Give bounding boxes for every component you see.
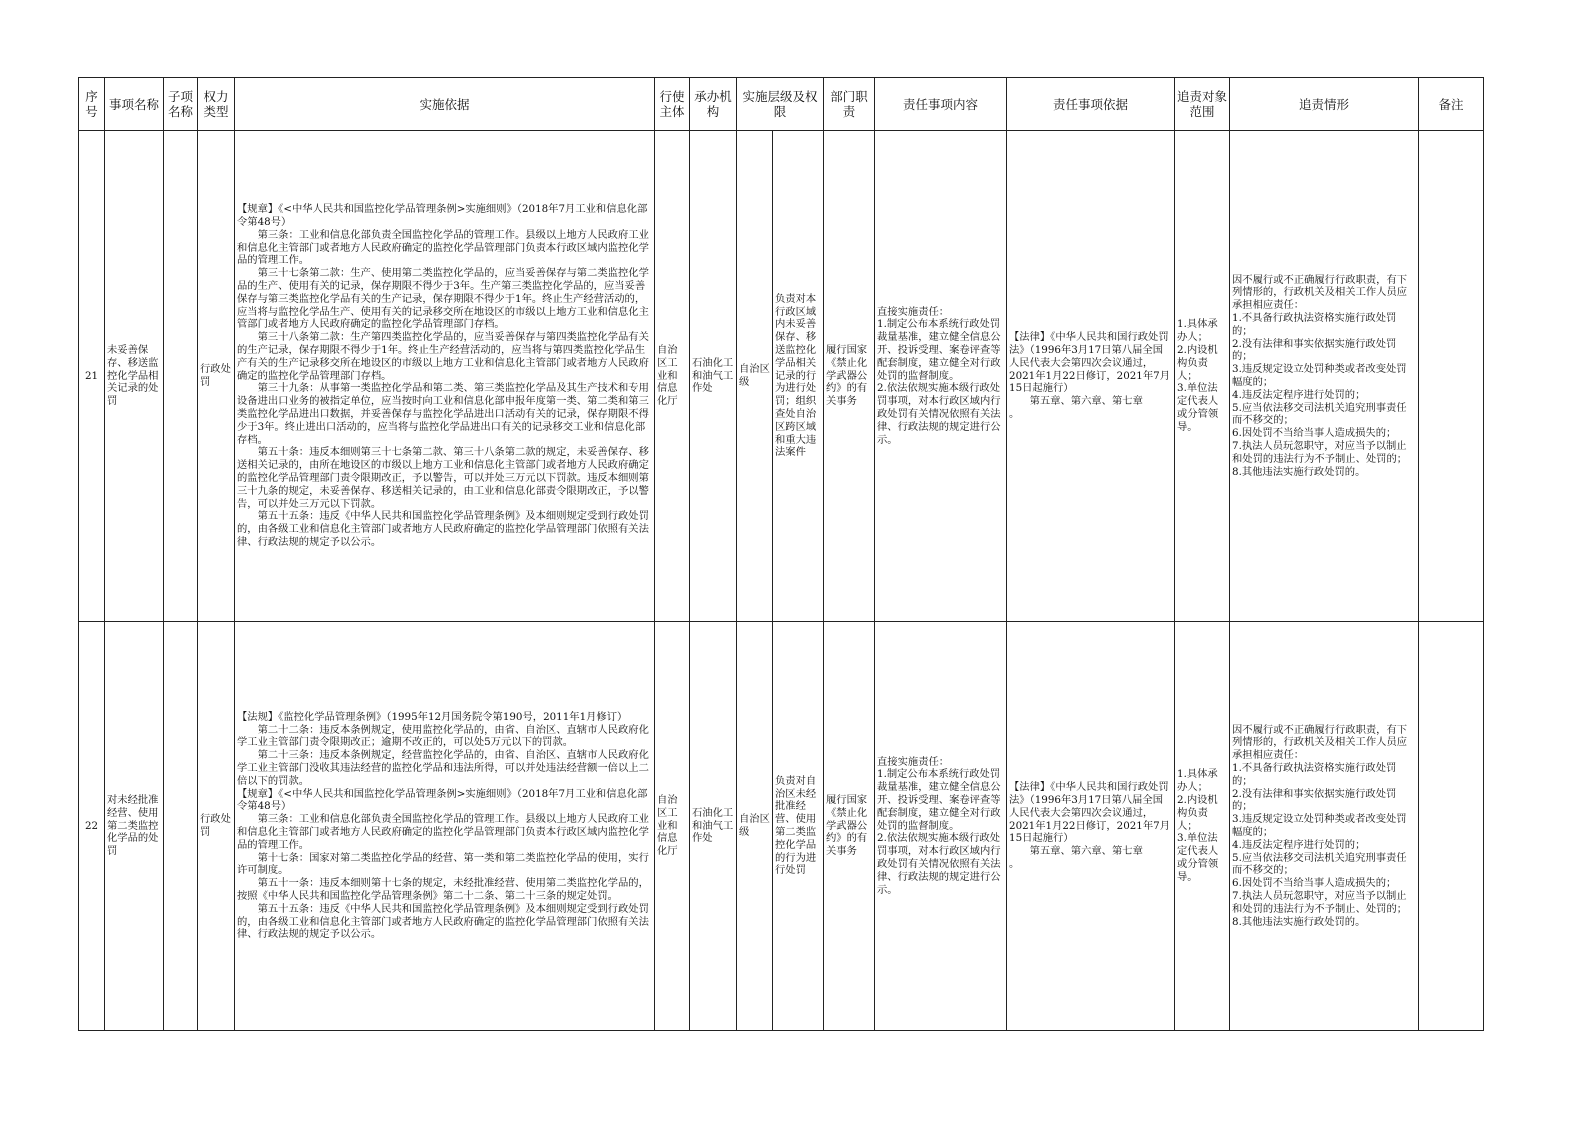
- cell-basis: [235, 131, 655, 622]
- header-resp-basis: 责任事项依据: [1007, 78, 1175, 131]
- header-subject: 行使主体: [655, 78, 690, 131]
- cell-level: 自治区级: [737, 622, 773, 1031]
- cell-basis: [235, 622, 655, 1031]
- cell-subject: 自治区工业和信息化厅: [655, 622, 690, 1031]
- table-header-row: [79, 78, 1484, 131]
- header-item-name: 事项名称: [105, 78, 164, 131]
- cell-item-name: 对未经批准经营、使用第二类监控化学品的处罚: [105, 622, 164, 1031]
- cell-seq: 22: [79, 622, 105, 1031]
- header-duty: 部门职责: [824, 78, 875, 131]
- header-seq: 序号: [79, 78, 105, 131]
- basis-paragraph: 第三十八条第二款：生产第四类监控化学品的，应当妥善保存与第四类监控化学品有关的生产记录，保存期限不得少于1年。终止生产经营活动的，应当将与第四类监控化学品生产有关的生产记录移交所在地设区的市级以上地方工业和信息化主管部门或者地方人民政府确定的监控化学品管理部门存档。: [237, 331, 649, 382]
- header-accountable: 追责对象范围: [1175, 78, 1230, 131]
- cell-authority: 负责对本行政区域内未妥善保存、移送监控化学品相关记录的行为进行处罚；组织查处自治区跨区域和重大违法案件: [773, 131, 824, 622]
- basis-paragraph: 第二十二条：违反本条例规定，使用监控化学品的，由省、自治区、直辖市人民政府化学工业主管部门责令限期改正；逾期不改正的，可以处5万元以下的罚款。: [237, 723, 649, 749]
- cell-duty: 履行国家《禁止化学武器公约》的有关事务: [824, 622, 875, 1031]
- cell-power-type: 行政处罚: [198, 131, 235, 622]
- cell-accountable: 1.具体承办人； 2.内设机构负责人； 3.单位法定代表人或分管领导。: [1175, 622, 1230, 1031]
- basis-paragraph: 【法规】《监控化学品管理条例》（1995年12月国务院令第190号，2011年1月修订）: [237, 710, 628, 723]
- header-basis: 实施依据: [235, 78, 655, 131]
- basis-paragraph: 第二十三条：违反本条例规定，经营监控化学品的，由省、自治区、直辖市人民政府化学工业主管部门没收其违法经营的监控化学品和违法所得，可以并处违法经营额一倍以上二倍以下的罚款。: [237, 749, 649, 787]
- header-sub-name: 子项名称: [164, 78, 198, 131]
- cell-circumstances: 因不履行或不正确履行行政职责，有下列情形的，行政机关及相关工作人员应承担相应责任： 1.不具备行政执法资格实施行政处罚的； 2.没有法律和事实依据实施行政处罚的； 3.违反规定设立处罚种类或者改变处罚幅度的； 4.违反法定程序进行处罚的； 5.应当依法移交司法机关追究刑事责任而不移交的； 6.因处罚不当给当事人造成损失的； 7.执法人员玩忽职守，对应当予以制止和处罚的违法行为不予制止、处罚的； 8.其他违法实施行政处罚的。: [1230, 622, 1419, 1031]
- basis-paragraph: 第三条：工业和信息化部负责全国监控化学品的管理工作。县级以上地方人民政府工业和信息化主管部门或者地方人民政府确定的监控化学品管理部门负责本行政区域内监控化学品的管理工作。: [237, 813, 649, 851]
- resp-basis-law: 【法律】《中华人民共和国行政处罚法》（1996年3月17日第八届全国人民代表大会第四次会议通过，2021年1月22日修订，2021年7月15日起施行）: [1009, 781, 1171, 845]
- cell-resp-content: 直接实施责任： 1.制定公布本系统行政处罚裁量基准，建立健全信息公开、投诉受理、案卷评查等配套制度，建立健全对行政处罚的监督制度。 2.依法依规实施本级行政处罚事项，对本行政区域内行政处罚有关情况依照有关法律、行政法规的规定进行公示。: [875, 622, 1007, 1031]
- cell-item-name: 未妥善保存、移送监控化学品相关记录的处罚: [105, 131, 164, 622]
- cell-resp-content: 直接实施责任： 1.制定公布本系统行政处罚裁量基准，建立健全信息公开、投诉受理、案卷评查等配套制度，建立健全对行政处罚的监督制度。 2.依法依规实施本级行政处罚事项，对本行政区域内行政处罚有关情况依照有关法律、行政法规的规定进行公示。: [875, 131, 1007, 622]
- basis-paragraph: 第五十五条：违反《中华人民共和国监控化学品管理条例》及本细则规定受到行政处罚的，由各级工业和信息化主管部门或者地方人民政府确定的监控化学品管理部门依照有关法律、行政法规的规定予以公示。: [237, 902, 649, 941]
- cell-power-type: 行政处罚: [198, 622, 235, 1031]
- header-circumstances: 追责情形: [1230, 78, 1419, 131]
- basis-paragraph: 第三十九条：从事第一类监控化学品和第二类、第三类监控化学品及其生产技术和专用设备进出口业务的被指定单位，应当按时向工业和信息化部申报年度第一类、第二类和第三类监控化学品进出口数据，并妥善保存与监控化学品进出口活动有关的记录，保存期限不得少于3年。终止进出口活动的，应当将与监控化学品进出口有关的记录移交工业和信息化部存档。: [237, 382, 649, 446]
- cell-resp-basis: [1007, 622, 1175, 1031]
- cell-remark: [1419, 131, 1484, 622]
- cell-remark: [1419, 622, 1484, 1031]
- power-list-table: [78, 77, 1484, 1031]
- basis-paragraph: 第五十一条：违反本细则第十七条的规定，未经批准经营、使用第二类监控化学品的，按照《中华人民共和国监控化学品管理条例》第二十二条、第二十三条的规定处罚。: [237, 877, 649, 902]
- header-level-authority: 实施层级及权限: [737, 78, 824, 131]
- basis-paragraph: 【规章】《<中华人民共和国监控化学品管理条例>实施细则》（2018年7月工业和信息化部令第48号）: [237, 787, 648, 813]
- table-row: [79, 622, 1484, 1031]
- resp-basis-chapters: 第五章、第六章、第七章: [1029, 845, 1143, 858]
- resp-basis-tail: 。: [1009, 407, 1020, 420]
- basis-paragraph: 第三条：工业和信息化部负责全国监控化学品的管理工作。县级以上地方人民政府工业和信息化主管部门或者地方人民政府确定的监控化学品管理部门负责本行政区域内监控化学品的管理工作。: [237, 228, 649, 267]
- header-resp-content: 责任事项内容: [875, 78, 1007, 131]
- cell-resp-basis: [1007, 131, 1175, 622]
- header-remark: 备注: [1419, 78, 1484, 131]
- header-power-type: 权力类型: [198, 78, 235, 131]
- cell-authority: 负责对自治区未经批准经营、使用第二类监控化学品的行为进行处罚: [773, 622, 824, 1031]
- basis-paragraph: 第五十条：违反本细则第三十七条第二款、第三十八条第二款的规定，未妥善保存、移送相关记录的，由所在地设区的市级以上地方工业和信息化主管部门或者地方人民政府确定的监控化学品管理部门责令限期改正，予以警告，可以并处三万元以下罚款。违反本细则第三十九条的规定，未妥善保存、移送相关记录的，由工业和信息化部责令限期改正，予以警告，可以并处三万元以下罚款。: [237, 446, 649, 510]
- cell-seq: 21: [79, 131, 105, 622]
- basis-paragraph: 第十七条：国家对第二类监控化学品的经营、第一类和第二类监控化学品的使用，实行许可制度。: [237, 851, 649, 877]
- cell-agency: 石油化工和油气工作处: [690, 622, 737, 1031]
- resp-basis-chapters: 第五章、第六章、第七章: [1029, 395, 1143, 408]
- cell-level: 自治区级: [737, 131, 773, 622]
- basis-paragraph: 第三十七条第二款：生产、使用第二类监控化学品的，应当妥善保存与第二类监控化学品的生产、使用有关的记录，保存期限不得少于3年。生产第三类监控化学品的，应当妥善保存与第三类监控化学品有关的生产记录，保存期限不得少于1年。终止生产经营活动的，应当将与监控化学品生产、使用有关的记录移交所在地设区的市级以上地方工业和信息化主管部门或者地方人民政府确定的监控化学品管理部门存档。: [237, 267, 649, 331]
- cell-subject: 自治区工业和信息化厅: [655, 131, 690, 622]
- table-row: [79, 131, 1484, 622]
- cell-sub-name: [164, 131, 198, 622]
- header-agency: 承办机构: [690, 78, 737, 131]
- cell-circumstances: 因不履行或不正确履行行政职责，有下列情形的，行政机关及相关工作人员应承担相应责任： 1.不具备行政执法资格实施行政处罚的； 2.没有法律和事实依据实施行政处罚的； 3.违反规定设立处罚种类或者改变处罚幅度的； 4.违反法定程序进行处罚的； 5.应当依法移交司法机关追究刑事责任而不移交的； 6.因处罚不当给当事人造成损失的； 7.执法人员玩忽职守，对应当予以制止和处罚的违法行为不予制止、处罚的； 8.其他违法实施行政处罚的。: [1230, 131, 1419, 622]
- basis-paragraph: 【规章】《<中华人民共和国监控化学品管理条例>实施细则》（2018年7月工业和信息化部令第48号）: [237, 203, 648, 229]
- cell-sub-name: [164, 622, 198, 1031]
- resp-basis-tail: 。: [1009, 857, 1020, 870]
- resp-basis-law: 【法律】《中华人民共和国行政处罚法》（1996年3月17日第八届全国人民代表大会第四次会议通过，2021年1月22日修订，2021年7月15日起施行）: [1009, 331, 1171, 395]
- cell-agency: 石油化工和油气工作处: [690, 131, 737, 622]
- cell-accountable: 1.具体承办人； 2.内设机构负责人； 3.单位法定代表人或分管领导。: [1175, 131, 1230, 622]
- cell-duty: 履行国家《禁止化学武器公约》的有关事务: [824, 131, 875, 622]
- basis-paragraph: 第五十五条：违反《中华人民共和国监控化学品管理条例》及本细则规定受到行政处罚的，由各级工业和信息化主管部门或者地方人民政府确定的监控化学品管理部门依照有关法律、行政法规的规定予以公示。: [237, 510, 649, 548]
